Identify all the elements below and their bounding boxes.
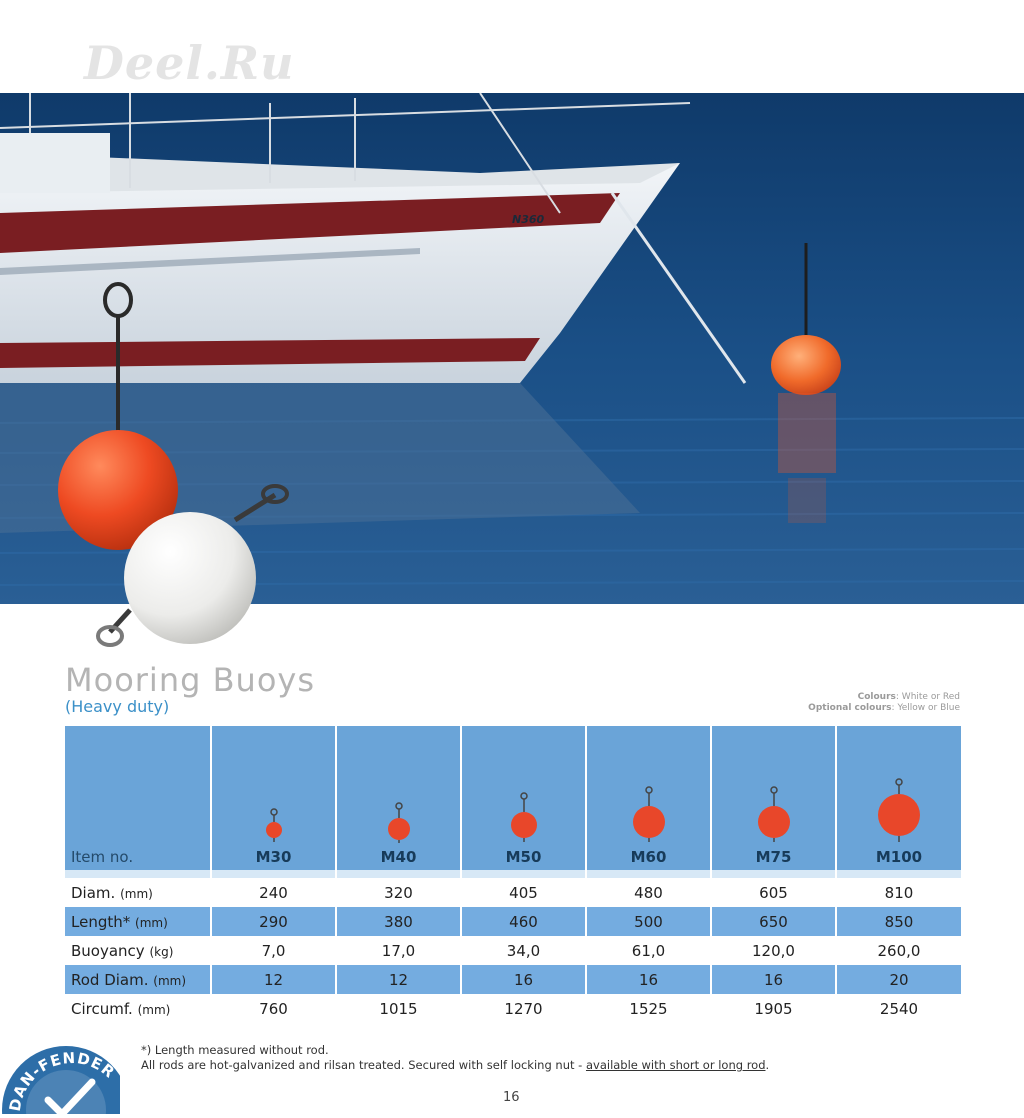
row-rod-diam xyxy=(65,965,961,994)
model-label: M60 xyxy=(630,848,667,866)
page-title: Mooring Buoys xyxy=(65,661,315,699)
table-cell: 1905 xyxy=(711,994,836,1023)
page-number: 16 xyxy=(503,1090,520,1105)
model-m75 xyxy=(711,726,836,870)
model-m60 xyxy=(586,726,711,870)
model-label: M30 xyxy=(255,848,292,866)
model-label: M40 xyxy=(380,848,417,866)
footnote xyxy=(141,1043,769,1073)
table-cell: 16 xyxy=(711,965,836,994)
dan-fender-text: DAN-FENDER xyxy=(5,1048,119,1113)
model-m40 xyxy=(336,726,461,870)
table-cell: 1270 xyxy=(461,994,586,1023)
boat-label: N360 xyxy=(512,213,545,226)
table-cell: 380 xyxy=(336,907,461,936)
table-cell: 760 xyxy=(211,994,336,1023)
row-label: Diam. (mm) xyxy=(65,878,211,907)
table-cell: 290 xyxy=(211,907,336,936)
table-cell: 12 xyxy=(336,965,461,994)
row-length xyxy=(65,907,961,936)
table-cell: 34,0 xyxy=(461,936,586,965)
table-cell: 7,0 xyxy=(211,936,336,965)
table-cell: 500 xyxy=(586,907,711,936)
optional-colours-label: Optional colours xyxy=(808,703,892,713)
table-cell: 61,0 xyxy=(586,936,711,965)
colours-label: Colours xyxy=(857,692,896,702)
table-cell: 1015 xyxy=(336,994,461,1023)
table-cell: 605 xyxy=(711,878,836,907)
site-logo: Deel.Ru xyxy=(84,36,295,90)
table-cell: 120,0 xyxy=(711,936,836,965)
page-subtitle: (Heavy duty) xyxy=(65,697,170,716)
table-cell: 850 xyxy=(836,907,961,936)
dan-fender-logo xyxy=(0,1022,120,1114)
table-cell: 240 xyxy=(211,878,336,907)
row-label: Rod Diam. (mm) xyxy=(65,965,211,994)
table-cell: 17,0 xyxy=(336,936,461,965)
model-label: M100 xyxy=(875,848,923,866)
spec-table xyxy=(65,726,961,1023)
table-cell: 16 xyxy=(461,965,586,994)
table-cell: 460 xyxy=(461,907,586,936)
row-label: Buoyancy (kg) xyxy=(65,936,211,965)
table-cell: 1525 xyxy=(586,994,711,1023)
footnote-line-1: *) Length measured without rod. xyxy=(141,1043,329,1057)
table-header-row xyxy=(65,726,961,870)
model-m30 xyxy=(211,726,336,870)
table-cell: 20 xyxy=(836,965,961,994)
optional-colours-value: Yellow or Blue xyxy=(897,703,960,713)
table-cell: 405 xyxy=(461,878,586,907)
colours-info: Colours: White or Red Optional colours: Yellow or Blue xyxy=(808,692,960,713)
table-cell: 320 xyxy=(336,878,461,907)
model-m50 xyxy=(461,726,586,870)
model-m100 xyxy=(836,726,961,870)
model-label: M75 xyxy=(755,848,792,866)
row-label: Length* (mm) xyxy=(65,907,211,936)
table-cell: 810 xyxy=(884,883,914,902)
row-buoyancy xyxy=(65,936,961,965)
item-no-label: Item no. xyxy=(65,726,211,870)
table-cell: 12 xyxy=(211,965,336,994)
table-cell: 2540 xyxy=(879,999,919,1018)
table-cell: 480 xyxy=(586,878,711,907)
table-cell: 16 xyxy=(586,965,711,994)
colours-value: White or Red xyxy=(901,692,960,702)
header-spacer xyxy=(65,870,961,878)
table-cell: 650 xyxy=(711,907,836,936)
footnote-line-2: All rods are hot-galvanized and rilsan treated. Secured with self locking nut - available with short or long rod. xyxy=(141,1058,770,1072)
row-diam xyxy=(65,878,961,907)
rod-options-link[interactable]: available with short or long rod xyxy=(585,1058,766,1072)
row-circumf xyxy=(65,994,961,1023)
table-cell: 260,0 xyxy=(877,941,921,960)
model-label: M50 xyxy=(505,848,542,866)
product-buoys-image xyxy=(50,280,310,680)
row-label: Circumf. (mm) xyxy=(65,994,211,1023)
